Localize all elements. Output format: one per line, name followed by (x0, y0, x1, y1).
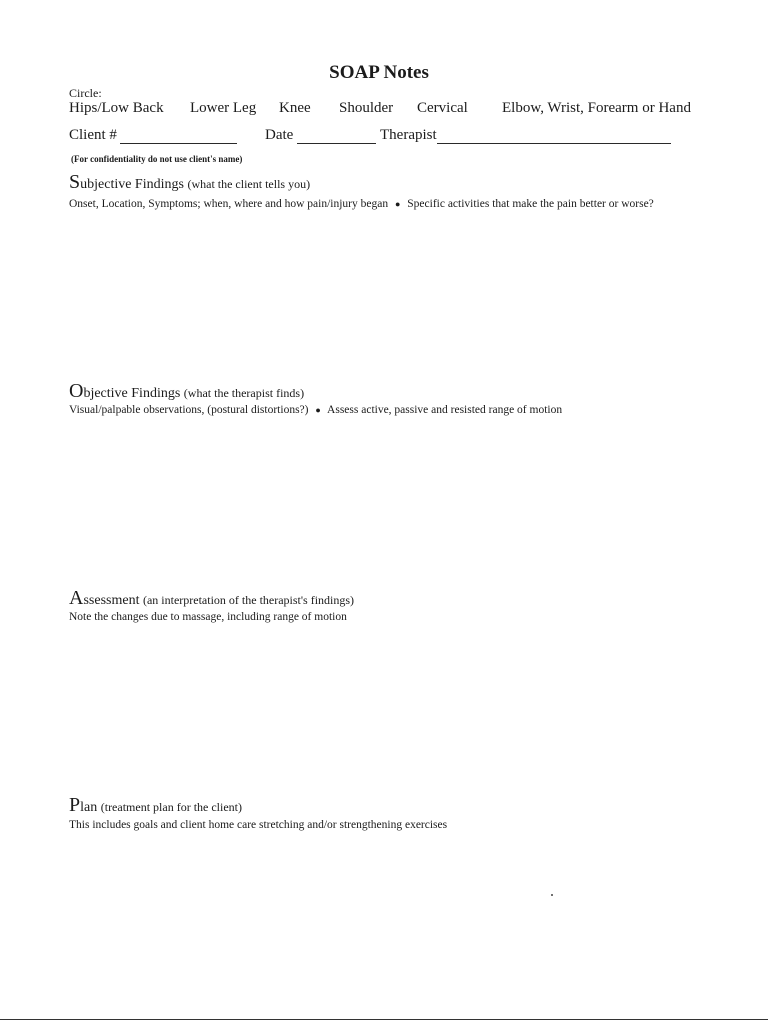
subjective-desc-b: Specific activities that make the pain better or worse? (407, 198, 654, 210)
area-option-cervical[interactable]: Cervical (417, 100, 468, 116)
client-number-field[interactable] (120, 143, 237, 144)
plan-initial: P (69, 794, 81, 816)
area-option-shoulder[interactable]: Shoulder (339, 100, 394, 116)
objective-desc-a: Visual/palpable observations, (postural distortions?) (69, 404, 309, 416)
area-option-knee[interactable]: Knee (279, 100, 311, 116)
assessment-paren: (an interpretation of the therapist's findings) (142, 593, 355, 607)
objective-description (69, 404, 562, 416)
client-number-label: Client # (69, 127, 117, 143)
therapist-field[interactable] (437, 143, 671, 144)
plan-writing-area[interactable] (69, 840, 709, 1010)
scan-speck (551, 894, 553, 896)
subjective-desc-a: Onset, Location, Symptoms; when, where and how pain/injury began (69, 198, 389, 210)
subjective-description (69, 198, 654, 210)
assessment-initial: A (69, 587, 84, 609)
objective-paren: (what the therapist finds) (183, 386, 305, 400)
assessment-heading (69, 587, 354, 610)
assessment-title: ssessment (83, 593, 140, 608)
therapist-label: Therapist (380, 127, 437, 143)
plan-title: lan (80, 800, 98, 815)
area-option-lower-leg[interactable]: Lower Leg (190, 100, 257, 116)
subjective-paren: (what the client tells you) (187, 177, 311, 191)
area-option-elbow-wrist-forearm-hand[interactable]: Elbow, Wrist, Forearm or Hand (502, 100, 691, 116)
assessment-writing-area[interactable] (69, 632, 709, 792)
objective-writing-area[interactable] (69, 424, 709, 584)
plan-heading (69, 794, 242, 817)
area-option-hips-low-back[interactable]: Hips/Low Back (69, 100, 164, 116)
page-title: SOAP Notes (329, 62, 429, 83)
subjective-title: ubjective Findings (80, 177, 184, 192)
objective-title: bjective Findings (83, 386, 181, 401)
date-label: Date (265, 127, 294, 143)
circle-label: Circle: (69, 86, 102, 100)
page-bottom-edge (0, 1019, 768, 1020)
plan-paren: (treatment plan for the client) (100, 800, 243, 814)
bullet-icon: ● (394, 199, 401, 209)
plan-description: This includes goals and client home care stretching and/or strengthening exercises (69, 819, 448, 831)
subjective-heading (69, 171, 310, 194)
objective-desc-b: Assess active, passive and resisted range of motion (327, 404, 563, 416)
subjective-initial: S (69, 171, 81, 193)
confidentiality-note: (For confidentiality do not use client's name) (71, 154, 243, 164)
date-field[interactable] (297, 143, 376, 144)
subjective-writing-area[interactable] (69, 218, 709, 378)
objective-heading (69, 380, 304, 403)
bullet-icon: ● (315, 405, 321, 415)
assessment-description: Note the changes due to massage, including range of motion (69, 611, 347, 623)
objective-initial: O (69, 380, 84, 402)
